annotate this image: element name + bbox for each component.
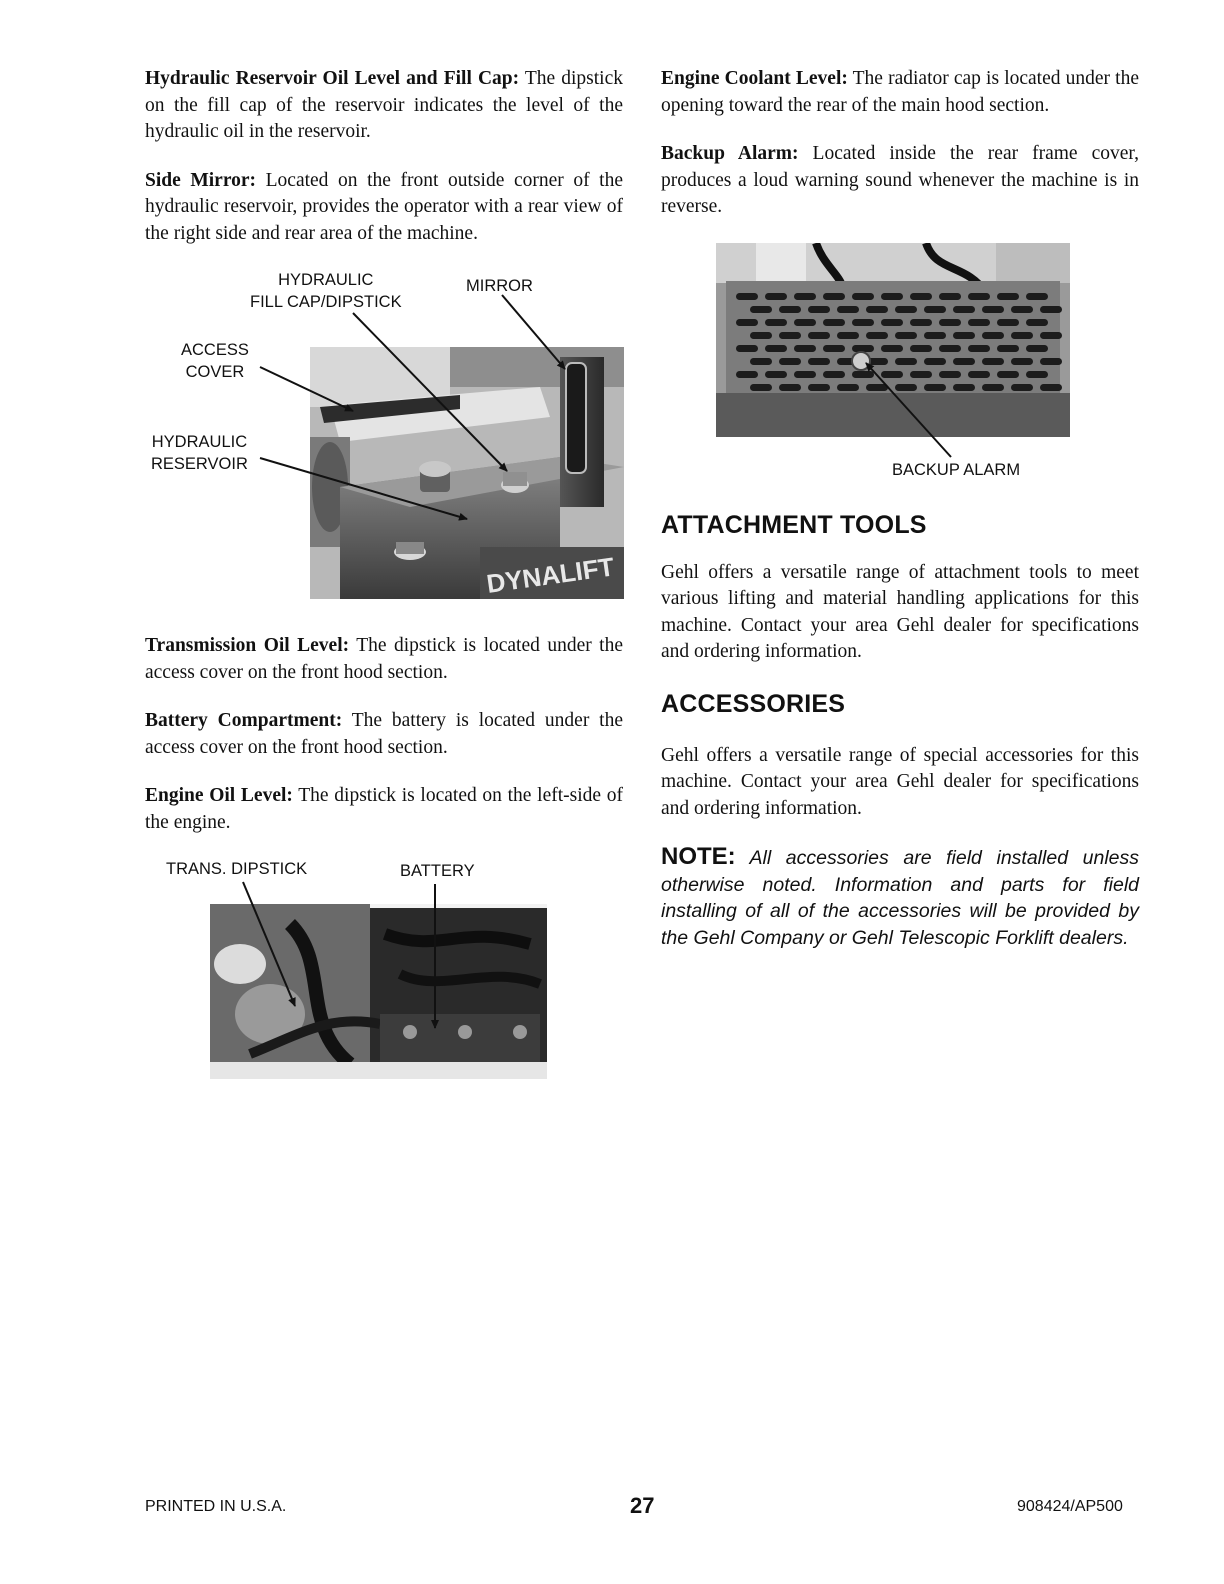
grille-slot xyxy=(1040,384,1062,391)
grille-slot xyxy=(852,345,874,352)
grille-slot xyxy=(924,384,946,391)
callout-backup-alarm: BACKUP ALARM xyxy=(892,460,1021,479)
grille-slot xyxy=(779,306,801,313)
grille-slot xyxy=(895,332,917,339)
grille-slot xyxy=(736,293,758,300)
grille-slot xyxy=(997,293,1019,300)
callout-trans-dipstick: TRANS. DIPSTICK xyxy=(166,860,308,878)
grille-slot xyxy=(895,306,917,313)
grille-slot xyxy=(968,371,990,378)
transmission-oil-paragraph xyxy=(145,633,623,686)
grille-slot xyxy=(982,306,1004,313)
grille-slot xyxy=(968,293,990,300)
grille-slot xyxy=(1026,293,1048,300)
grille-slot xyxy=(953,332,975,339)
grille-slot xyxy=(1040,306,1062,313)
grille-slot xyxy=(924,332,946,339)
grille-slot xyxy=(808,358,830,365)
grille-slot xyxy=(1040,332,1062,339)
grille-slot xyxy=(779,358,801,365)
grille-slot xyxy=(823,319,845,326)
grille-slot xyxy=(1011,358,1033,365)
note-text: All accessories are field installed unless otherwise noted. Information and parts for field installing of all of the accessories will be provided by the Gehl Company or Gehl Telescopic Forklift dealers. xyxy=(661,847,1139,949)
backup-alarm-heading: Backup Alarm: xyxy=(661,143,799,164)
grille-slot xyxy=(881,319,903,326)
side-mirror-text: Located on the front outside corner of the hydraulic reservoir, provides the operator with a rear view of the right side and rear area of the machine. xyxy=(145,169,623,244)
battery-compartment-heading: Battery Compartment: xyxy=(145,710,343,731)
grille-slot xyxy=(765,319,787,326)
grille-slot xyxy=(895,384,917,391)
grille-slot xyxy=(910,371,932,378)
grille-slot xyxy=(750,332,772,339)
grille-slot xyxy=(924,358,946,365)
grille-slot xyxy=(1026,319,1048,326)
grille-slot xyxy=(968,319,990,326)
callout-hydraulic-reservoir: HYDRAULIC RESERVOIR xyxy=(151,433,248,473)
grille-slot xyxy=(736,371,758,378)
grille-slot xyxy=(852,319,874,326)
grille-slot xyxy=(910,293,932,300)
note-paragraph xyxy=(661,844,1139,951)
backup-alarm-photo xyxy=(716,243,1070,437)
grille-slot xyxy=(982,384,1004,391)
hydraulic-reservoir-figure xyxy=(145,269,623,619)
grille-slot xyxy=(794,371,816,378)
battery-compartment-text: The battery is located under the access cover on the front hood section. xyxy=(145,710,623,758)
grille-slot xyxy=(736,319,758,326)
hydraulic-reservoir-text: The dipstick on the fill cap of the reservoir indicates the level of the hydraulic oil in the reservoir. xyxy=(145,68,623,142)
grille-slot xyxy=(779,384,801,391)
grille-slot xyxy=(997,319,1019,326)
reservoir-photo-drawing xyxy=(310,347,624,599)
grille-slot xyxy=(794,345,816,352)
callout-fill-cap: HYDRAULIC FILL CAP/DIPSTICK xyxy=(250,271,402,311)
grille-slot xyxy=(997,371,1019,378)
grille-slot xyxy=(852,293,874,300)
accessories-heading: ACCESSORIES xyxy=(661,689,846,718)
attachment-tools-paragraph: Gehl offers a versatile range of attachment tools to meet various lifting and material handling applications for this machine. Contact your area Gehl dealer for specifications and ordering information. xyxy=(661,561,1139,662)
transmission-oil-text: The dipstick is located under the access cover on the front hood section. xyxy=(145,635,623,683)
grille-slot xyxy=(794,293,816,300)
grille-slot xyxy=(1026,345,1048,352)
grille-slot xyxy=(866,384,888,391)
grille-slot xyxy=(968,345,990,352)
grille-slot xyxy=(997,345,1019,352)
grille-slot xyxy=(881,371,903,378)
grille-slot xyxy=(924,306,946,313)
grille-slot xyxy=(808,306,830,313)
grille-slot xyxy=(736,345,758,352)
callout-access-cover: ACCESS COVER xyxy=(181,341,249,381)
engine-oil-text: The dipstick is located on the left-side of the engine. xyxy=(145,785,623,833)
note-label: NOTE: xyxy=(661,843,736,870)
backup-alarm-figure xyxy=(661,243,1139,511)
backup-alarm-text: Located inside the rear frame cover, produces a loud warning sound whenever the machine is in reverse. xyxy=(661,143,1139,217)
grille-slot xyxy=(982,332,1004,339)
grille-slot xyxy=(939,319,961,326)
dynalift-brand-text: DYNALIFT xyxy=(484,551,617,599)
side-mirror-paragraph xyxy=(145,168,623,248)
grille-slot xyxy=(823,371,845,378)
grille-slot xyxy=(895,358,917,365)
grille-slot xyxy=(953,384,975,391)
grille-slot xyxy=(939,345,961,352)
grille-slot xyxy=(866,306,888,313)
left-column xyxy=(145,66,623,1098)
grille-slot xyxy=(779,332,801,339)
footer-printed-in: PRINTED IN U.S.A. xyxy=(145,1498,287,1515)
grille-slot xyxy=(881,345,903,352)
grille-slot xyxy=(794,319,816,326)
attachment-tools-heading: ATTACHMENT TOOLS xyxy=(661,510,927,539)
hydraulic-reservoir-paragraph xyxy=(145,66,623,146)
grille-slot xyxy=(866,332,888,339)
grille-slot xyxy=(765,371,787,378)
grille-slot xyxy=(939,371,961,378)
grille-slot xyxy=(1011,306,1033,313)
callout-battery: BATTERY xyxy=(400,862,475,880)
engine-coolant-heading: Engine Coolant Level: xyxy=(661,68,848,89)
engine-coolant-paragraph xyxy=(661,66,1139,119)
hydraulic-reservoir-heading: Hydraulic Reservoir Oil Level and Fill Cap: xyxy=(145,68,520,89)
grille-slot xyxy=(750,306,772,313)
hydraulic-reservoir-photo xyxy=(310,347,624,599)
grille-slot xyxy=(765,345,787,352)
callout-mirror: MIRROR xyxy=(466,277,533,295)
engine-oil-paragraph xyxy=(145,783,623,836)
grille-slot xyxy=(881,293,903,300)
footer-document-code: 908424/AP500 xyxy=(1017,1498,1123,1515)
grille-slot xyxy=(1026,371,1048,378)
grille-slot xyxy=(765,293,787,300)
grille-slot xyxy=(1040,358,1062,365)
backup-alarm-paragraph xyxy=(661,141,1139,221)
grille-slot xyxy=(1011,384,1033,391)
grille-slot xyxy=(750,358,772,365)
grille-slot xyxy=(837,306,859,313)
grille-slot xyxy=(823,293,845,300)
battery-photo xyxy=(210,904,547,1079)
side-mirror-heading: Side Mirror: xyxy=(145,169,257,191)
battery-photo-drawing xyxy=(210,904,547,1079)
right-column xyxy=(661,66,1139,951)
backup-alarm-photo-drawing xyxy=(716,243,1070,437)
battery-figure xyxy=(145,858,623,1098)
transmission-oil-heading: Transmission Oil Level: xyxy=(145,635,350,656)
grille-slot xyxy=(852,371,874,378)
grille-slot xyxy=(837,384,859,391)
engine-oil-heading: Engine Oil Level: xyxy=(145,785,293,806)
accessories-paragraph: Gehl offers a versatile range of special accessories for this machine. Contact your area Gehl dealer for specifications and ordering information. xyxy=(661,744,1139,819)
grille-slot xyxy=(953,358,975,365)
grille-slot xyxy=(808,332,830,339)
grille-slot xyxy=(837,332,859,339)
page-number: 27 xyxy=(630,1493,655,1518)
grille-slot xyxy=(939,293,961,300)
grille-slot xyxy=(982,358,1004,365)
grille-slot xyxy=(750,384,772,391)
grille-slot xyxy=(1011,332,1033,339)
grille-slot xyxy=(823,345,845,352)
grille-slot xyxy=(910,345,932,352)
grille-slot xyxy=(953,306,975,313)
engine-coolant-text: The radiator cap is located under the opening toward the rear of the main hood section. xyxy=(661,68,1139,116)
battery-compartment-paragraph xyxy=(145,708,623,761)
grille-slot xyxy=(808,384,830,391)
grille-slot xyxy=(910,319,932,326)
